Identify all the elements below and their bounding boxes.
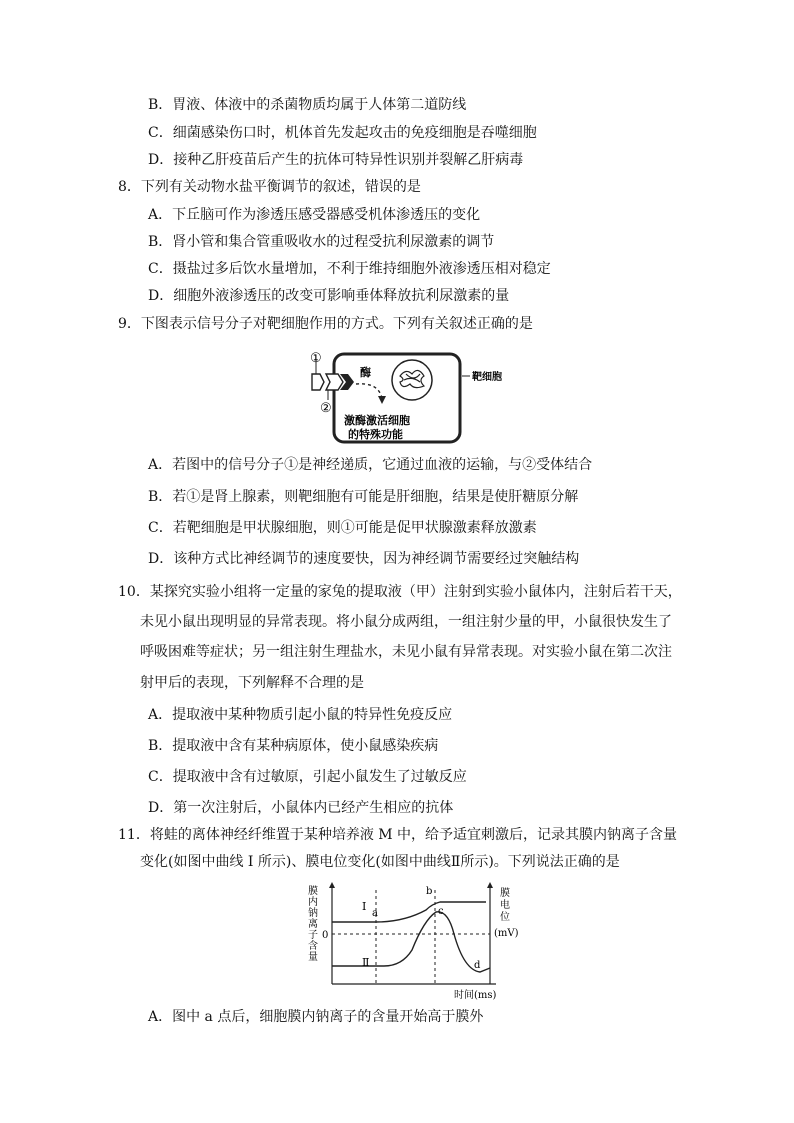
point-d: d bbox=[474, 960, 481, 971]
q8-stem: 8．下列有关动物水盐平衡调节的叙述，错误的是 bbox=[118, 179, 421, 195]
q9-stem: 9．下图表示信号分子对靶细胞作用的方式。下列有关叙述正确的是 bbox=[118, 316, 533, 332]
svg-text:膜: 膜 bbox=[500, 888, 510, 899]
q9-figure bbox=[300, 346, 510, 446]
q10-option-b: B．提取液中含有某种病原体，使小鼠感染疾病 bbox=[148, 738, 439, 754]
curve-1-label: I bbox=[362, 900, 367, 913]
curve-2 bbox=[332, 912, 490, 972]
q7-option-d: D．接种乙肝疫苗后产生的抗体可特异性识别并裂解乙肝病毒 bbox=[148, 152, 524, 168]
svg-text:位: 位 bbox=[500, 912, 510, 923]
label-1: ① bbox=[310, 351, 322, 366]
label-2: ② bbox=[320, 401, 332, 416]
left-axis-label bbox=[308, 884, 318, 963]
q11-stem-line-1: 11．将蛙的离体神经纤维置于某种培养液 M 中，给予适宜刺激后，记录其膜内钠离子含量 bbox=[118, 827, 678, 843]
svg-text:(mV): (mV) bbox=[494, 928, 519, 939]
enzyme-label: 酶 bbox=[360, 366, 371, 379]
point-c: c bbox=[438, 906, 444, 917]
q10-option-d: D．第一次注射后，小鼠体内已经产生相应的抗体 bbox=[148, 800, 454, 816]
zero-label: 0 bbox=[322, 930, 329, 941]
svg-text:膜: 膜 bbox=[308, 886, 318, 897]
nucleus bbox=[392, 360, 432, 400]
right-axis-label bbox=[494, 886, 519, 939]
point-a: a bbox=[372, 908, 378, 919]
q9-option-b: B．若①是肾上腺素，则靶细胞有可能是肝细胞，结果是使肝糖原分解 bbox=[148, 489, 579, 505]
svg-text:钠: 钠 bbox=[308, 908, 318, 919]
q8-option-d: D．细胞外液渗透压的改变可影响垂体释放抗利尿激素的量 bbox=[148, 288, 510, 304]
svg-text:量: 量 bbox=[308, 952, 318, 963]
q10-option-c: C．提取液中含有过敏原，引起小鼠发生了过敏反应 bbox=[148, 769, 467, 785]
point-b: b bbox=[426, 886, 433, 897]
caption-line-2: 的特殊功能 bbox=[348, 428, 403, 441]
q10-stem-line-2: 未见小鼠出现明显的异常表现。将小鼠分成两组，一组注射少量的甲，小鼠很快发生了 bbox=[140, 614, 672, 630]
svg-text:离: 离 bbox=[308, 919, 318, 930]
svg-text:内: 内 bbox=[308, 897, 318, 908]
svg-text:电: 电 bbox=[500, 900, 510, 911]
right-axis-arrow-icon bbox=[487, 882, 493, 888]
curve-2-label: Ⅱ bbox=[362, 956, 370, 969]
q7-option-b: B．胃液、体液中的杀菌物质均属于人体第二道防线 bbox=[148, 97, 467, 113]
q10-stem-line-3: 呼吸困难等症状；另一组注射生理盐水，未见小鼠有异常表现。对实验小鼠在第二次注 bbox=[140, 644, 672, 660]
caption-line-1: 激酶激活细胞 bbox=[344, 414, 410, 427]
q11-figure bbox=[304, 880, 526, 1002]
q10-stem-line-4: 射甲后的表现，下列解释不合理的是 bbox=[140, 675, 364, 691]
x-axis-label: 时间(ms) bbox=[454, 990, 497, 1001]
q10-option-a: A．提取液中某种物质引起小鼠的特异性免疫反应 bbox=[148, 707, 453, 723]
q8-option-c: C．摄盐过多后饮水量增加，不利于维持细胞外液渗透压相对稳定 bbox=[148, 261, 551, 277]
q8-option-b: B．肾小管和集合管重吸收水的过程受抗利尿激素的调节 bbox=[148, 234, 495, 250]
q9-option-c: C．若靶细胞是甲状腺细胞，则①可能是促甲状腺激素释放激素 bbox=[148, 520, 537, 536]
y-axis-arrow-icon bbox=[329, 882, 335, 888]
q8-option-a: A．下丘脑可作为渗透压感受器感受机体渗透压的变化 bbox=[148, 207, 481, 223]
q10-stem-line-1: 10．某探究实验小组将一定量的家兔的提取液（甲）注射到实验小鼠体内，注射后若干天， bbox=[118, 584, 682, 600]
q9-option-d: D．该种方式比神经调节的速度要快，因为神经调节需要经过突触结构 bbox=[148, 551, 580, 567]
q7-option-c: C．细菌感染伤口时，机体首先发起攻击的免疫细胞是吞噬细胞 bbox=[148, 125, 537, 141]
curve-1 bbox=[332, 902, 486, 922]
target-cell-label: 靶细胞 bbox=[472, 372, 502, 383]
signal-molecule bbox=[312, 374, 324, 390]
svg-text:子: 子 bbox=[308, 930, 318, 941]
q9-option-a: A．若图中的信号分子①是神经递质，它通过血液的运输，与②受体结合 bbox=[148, 457, 593, 473]
svg-text:含: 含 bbox=[308, 941, 318, 952]
q11-stem-line-2: 变化(如图中曲线 I 所示)、膜电位变化(如图中曲线Ⅱ所示)。下列说法正确的是 bbox=[140, 854, 620, 870]
q11-option-a: A．图中 a 点后，细胞膜内钠离子的含量开始高于膜外 bbox=[148, 1009, 484, 1025]
